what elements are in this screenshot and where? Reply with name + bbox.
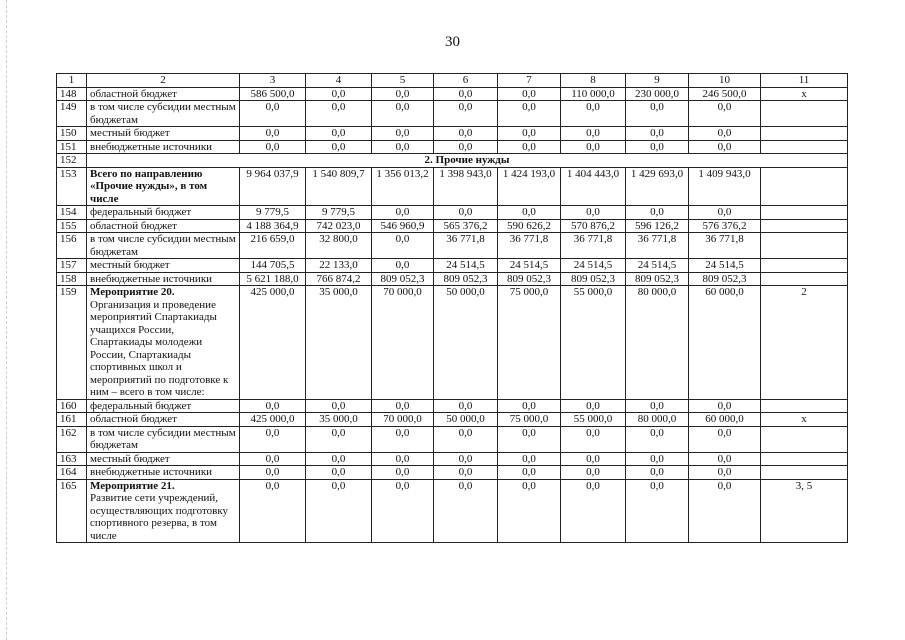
value-cell: 80 000,0 bbox=[626, 286, 689, 400]
value-cell: 0,0 bbox=[626, 140, 689, 154]
value-cell: 766 874,2 bbox=[306, 272, 372, 286]
value-cell: 425 000,0 bbox=[240, 413, 306, 427]
value-cell: 0,0 bbox=[306, 479, 372, 543]
row-label-text: в том числе субсидии местным бюджетам bbox=[90, 233, 236, 258]
row-label bbox=[87, 452, 240, 466]
table-row bbox=[57, 206, 848, 220]
value-cell: 0,0 bbox=[498, 426, 561, 452]
note-cell bbox=[761, 272, 848, 286]
row-label bbox=[87, 233, 240, 259]
value-cell: 0,0 bbox=[689, 426, 761, 452]
row-number: 156 bbox=[57, 233, 87, 259]
value-cell: 0,0 bbox=[372, 452, 434, 466]
value-cell: 55 000,0 bbox=[561, 286, 626, 400]
value-cell: 0,0 bbox=[498, 127, 561, 141]
column-header-11: 11 bbox=[761, 74, 848, 88]
value-cell: 0,0 bbox=[306, 101, 372, 127]
value-cell: 590 626,2 bbox=[498, 219, 561, 233]
value-cell: 9 964 037,9 bbox=[240, 167, 306, 206]
row-label-text: внебюджетные источники bbox=[90, 466, 213, 478]
value-cell: 4 188 364,9 bbox=[240, 219, 306, 233]
value-cell: 0,0 bbox=[372, 479, 434, 543]
value-cell: 36 771,8 bbox=[498, 233, 561, 259]
value-cell: 70 000,0 bbox=[372, 286, 434, 400]
row-number: 151 bbox=[57, 140, 87, 154]
row-number: 149 bbox=[57, 101, 87, 127]
column-header-4: 4 bbox=[306, 74, 372, 88]
row-label-text: федеральный бюджет bbox=[90, 206, 192, 218]
value-cell: 5 621 188,0 bbox=[240, 272, 306, 286]
note-cell bbox=[761, 206, 848, 220]
value-cell: 9 779,5 bbox=[306, 206, 372, 220]
value-cell: 742 023,0 bbox=[306, 219, 372, 233]
value-cell: 32 800,0 bbox=[306, 233, 372, 259]
value-cell: 0,0 bbox=[372, 127, 434, 141]
value-cell: 24 514,5 bbox=[498, 259, 561, 273]
value-cell: 144 705,5 bbox=[240, 259, 306, 273]
section-heading: 2. Прочие нужды bbox=[87, 154, 848, 168]
value-cell: 0,0 bbox=[240, 399, 306, 413]
value-cell: 1 409 943,0 bbox=[689, 167, 761, 206]
value-cell: 0,0 bbox=[434, 452, 498, 466]
value-cell: 0,0 bbox=[689, 101, 761, 127]
value-cell: 809 052,3 bbox=[498, 272, 561, 286]
row-label bbox=[87, 399, 240, 413]
value-cell: 809 052,3 bbox=[561, 272, 626, 286]
table-row bbox=[57, 399, 848, 413]
value-cell: 0,0 bbox=[306, 466, 372, 480]
value-cell: 60 000,0 bbox=[689, 413, 761, 427]
value-cell: 50 000,0 bbox=[434, 413, 498, 427]
value-cell: 0,0 bbox=[561, 426, 626, 452]
value-cell: 0,0 bbox=[306, 127, 372, 141]
value-cell: 0,0 bbox=[561, 206, 626, 220]
column-header-10: 10 bbox=[689, 74, 761, 88]
value-cell: 0,0 bbox=[689, 466, 761, 480]
value-cell: 24 514,5 bbox=[689, 259, 761, 273]
value-cell: 0,0 bbox=[498, 206, 561, 220]
row-label bbox=[87, 87, 240, 101]
row-label-text: Всего по направлению «Прочие нужды», в том числе bbox=[90, 167, 208, 205]
table-row bbox=[57, 127, 848, 141]
row-number: 165 bbox=[57, 479, 87, 543]
note-cell: 3, 5 bbox=[761, 479, 848, 543]
note-cell bbox=[761, 140, 848, 154]
column-header-8: 8 bbox=[561, 74, 626, 88]
value-cell: 80 000,0 bbox=[626, 413, 689, 427]
value-cell: 0,0 bbox=[498, 101, 561, 127]
row-label-text: областной бюджет bbox=[90, 87, 177, 100]
column-header-3: 3 bbox=[240, 74, 306, 88]
value-cell: 0,0 bbox=[434, 399, 498, 413]
value-cell: 0,0 bbox=[372, 399, 434, 413]
row-label bbox=[87, 127, 240, 141]
row-label-text: местный бюджет bbox=[90, 259, 170, 271]
value-cell: 22 133,0 bbox=[306, 259, 372, 273]
note-cell bbox=[761, 399, 848, 413]
value-cell: 1 404 443,0 bbox=[561, 167, 626, 206]
value-cell: 0,0 bbox=[434, 140, 498, 154]
value-cell: 0,0 bbox=[561, 127, 626, 141]
value-cell: 0,0 bbox=[561, 399, 626, 413]
table-row bbox=[57, 167, 848, 206]
value-cell: 0,0 bbox=[561, 140, 626, 154]
value-cell: 0,0 bbox=[434, 101, 498, 127]
value-cell: 0,0 bbox=[306, 452, 372, 466]
value-cell: 0,0 bbox=[434, 127, 498, 141]
row-label bbox=[87, 286, 240, 400]
row-number: 154 bbox=[57, 206, 87, 220]
value-cell: 0,0 bbox=[498, 452, 561, 466]
column-header-5: 5 bbox=[372, 74, 434, 88]
value-cell: 75 000,0 bbox=[498, 286, 561, 400]
value-cell: 0,0 bbox=[498, 140, 561, 154]
value-cell: 565 376,2 bbox=[434, 219, 498, 233]
row-number: 161 bbox=[57, 413, 87, 427]
value-cell: 0,0 bbox=[372, 101, 434, 127]
table-row bbox=[57, 413, 848, 427]
value-cell: 0,0 bbox=[498, 479, 561, 543]
row-number: 159 bbox=[57, 286, 87, 400]
value-cell: 246 500,0 bbox=[689, 87, 761, 101]
row-label-text: внебюджетные источники bbox=[90, 272, 213, 285]
value-cell: 110 000,0 bbox=[561, 87, 626, 101]
value-cell: 0,0 bbox=[498, 87, 561, 101]
table-row bbox=[57, 466, 848, 480]
value-cell: 50 000,0 bbox=[434, 286, 498, 400]
row-label bbox=[87, 272, 240, 286]
row-label bbox=[87, 167, 240, 206]
measure-title: Мероприятие 21. bbox=[90, 479, 175, 492]
column-header-2: 2 bbox=[87, 74, 240, 88]
value-cell: 36 771,8 bbox=[561, 233, 626, 259]
row-label-text: Организация и проведение мероприятий Спартакиады учащихся России, Спартакиады молодежи России, Спартакиады спортивных школ и мероприятий по подготовке к ним – всего в том числе: bbox=[90, 298, 229, 398]
value-cell: 0,0 bbox=[372, 233, 434, 259]
value-cell: 36 771,8 bbox=[434, 233, 498, 259]
column-number-header bbox=[57, 74, 848, 88]
value-cell: 0,0 bbox=[434, 479, 498, 543]
value-cell: 0,0 bbox=[306, 426, 372, 452]
value-cell: 0,0 bbox=[434, 87, 498, 101]
value-cell: 0,0 bbox=[498, 399, 561, 413]
value-cell: 1 356 013,2 bbox=[372, 167, 434, 206]
note-cell bbox=[761, 452, 848, 466]
measure-title: Мероприятие 20. bbox=[90, 286, 175, 298]
column-header-6: 6 bbox=[434, 74, 498, 88]
value-cell: 0,0 bbox=[240, 479, 306, 543]
row-number: 155 bbox=[57, 219, 87, 233]
row-label bbox=[87, 140, 240, 154]
value-cell: 546 960,9 bbox=[372, 219, 434, 233]
row-label bbox=[87, 259, 240, 273]
row-number: 150 bbox=[57, 127, 87, 141]
note-cell: 2 bbox=[761, 286, 848, 400]
value-cell: 60 000,0 bbox=[689, 286, 761, 400]
value-cell: 36 771,8 bbox=[689, 233, 761, 259]
row-label bbox=[87, 413, 240, 427]
table-row bbox=[57, 259, 848, 273]
value-cell: 230 000,0 bbox=[626, 87, 689, 101]
table-row bbox=[57, 87, 848, 101]
row-label bbox=[87, 206, 240, 220]
page-number: 30 bbox=[445, 34, 460, 50]
row-number: 153 bbox=[57, 167, 87, 206]
value-cell: 0,0 bbox=[689, 140, 761, 154]
row-number: 152 bbox=[57, 154, 87, 168]
scan-edge-line bbox=[6, 0, 7, 640]
column-header-7: 7 bbox=[498, 74, 561, 88]
value-cell: 24 514,5 bbox=[434, 259, 498, 273]
value-cell: 0,0 bbox=[626, 101, 689, 127]
row-label-text: федеральный бюджет bbox=[90, 399, 192, 412]
value-cell: 24 514,5 bbox=[626, 259, 689, 273]
value-cell: 0,0 bbox=[372, 466, 434, 480]
value-cell: 0,0 bbox=[434, 466, 498, 480]
value-cell: 0,0 bbox=[240, 127, 306, 141]
row-label-text: в том числе субсидии местным бюджетам bbox=[90, 426, 236, 451]
value-cell: 0,0 bbox=[626, 452, 689, 466]
value-cell: 24 514,5 bbox=[561, 259, 626, 273]
value-cell: 9 779,5 bbox=[240, 206, 306, 220]
row-label-text: местный бюджет bbox=[90, 452, 170, 465]
value-cell: 0,0 bbox=[689, 127, 761, 141]
value-cell: 0,0 bbox=[434, 426, 498, 452]
note-cell bbox=[761, 466, 848, 480]
table-row bbox=[57, 272, 848, 286]
value-cell: 0,0 bbox=[372, 140, 434, 154]
value-cell: 0,0 bbox=[240, 101, 306, 127]
note-cell bbox=[761, 167, 848, 206]
row-label bbox=[87, 426, 240, 452]
value-cell: 0,0 bbox=[306, 87, 372, 101]
value-cell: 0,0 bbox=[240, 452, 306, 466]
value-cell: 0,0 bbox=[626, 426, 689, 452]
value-cell: 0,0 bbox=[689, 479, 761, 543]
value-cell: 0,0 bbox=[306, 140, 372, 154]
value-cell: 0,0 bbox=[372, 87, 434, 101]
row-number: 158 bbox=[57, 272, 87, 286]
value-cell: 0,0 bbox=[626, 466, 689, 480]
value-cell: 0,0 bbox=[626, 127, 689, 141]
value-cell: 576 376,2 bbox=[689, 219, 761, 233]
column-header-1: 1 bbox=[57, 74, 87, 88]
row-number: 157 bbox=[57, 259, 87, 273]
row-label-text: местный бюджет bbox=[90, 127, 170, 139]
note-cell bbox=[761, 259, 848, 273]
note-cell bbox=[761, 233, 848, 259]
table-row bbox=[57, 154, 848, 168]
value-cell: 1 540 809,7 bbox=[306, 167, 372, 206]
value-cell: 0,0 bbox=[240, 140, 306, 154]
value-cell: 0,0 bbox=[240, 426, 306, 452]
table-body bbox=[57, 74, 848, 543]
value-cell: 0,0 bbox=[626, 479, 689, 543]
value-cell: 55 000,0 bbox=[561, 413, 626, 427]
table-row bbox=[57, 426, 848, 452]
row-number: 148 bbox=[57, 87, 87, 101]
row-label-text: внебюджетные источники bbox=[90, 140, 213, 153]
value-cell: 0,0 bbox=[626, 399, 689, 413]
row-label bbox=[87, 101, 240, 127]
table-row bbox=[57, 286, 848, 400]
note-cell: х bbox=[761, 87, 848, 101]
row-label-text: в том числе субсидии местным бюджетам bbox=[90, 101, 236, 126]
table-row bbox=[57, 101, 848, 127]
value-cell: 809 052,3 bbox=[434, 272, 498, 286]
value-cell: 1 398 943,0 bbox=[434, 167, 498, 206]
value-cell: 0,0 bbox=[689, 399, 761, 413]
table-row bbox=[57, 479, 848, 543]
value-cell: 0,0 bbox=[372, 426, 434, 452]
value-cell: 35 000,0 bbox=[306, 413, 372, 427]
value-cell: 0,0 bbox=[434, 206, 498, 220]
row-number: 163 bbox=[57, 452, 87, 466]
value-cell: 0,0 bbox=[240, 466, 306, 480]
row-label-text: Развитие сети учреждений, осуществляющих подготовку спортивного резерва, в том числе bbox=[90, 492, 229, 542]
row-number: 162 bbox=[57, 426, 87, 452]
value-cell: 0,0 bbox=[498, 466, 561, 480]
value-cell: 809 052,3 bbox=[626, 272, 689, 286]
row-label bbox=[87, 466, 240, 480]
value-cell: 586 500,0 bbox=[240, 87, 306, 101]
value-cell: 809 052,3 bbox=[372, 272, 434, 286]
value-cell: 0,0 bbox=[561, 101, 626, 127]
value-cell: 36 771,8 bbox=[626, 233, 689, 259]
value-cell: 0,0 bbox=[306, 399, 372, 413]
note-cell bbox=[761, 127, 848, 141]
value-cell: 425 000,0 bbox=[240, 286, 306, 400]
row-number: 164 bbox=[57, 466, 87, 480]
table-row bbox=[57, 452, 848, 466]
value-cell: 1 424 193,0 bbox=[498, 167, 561, 206]
row-label bbox=[87, 219, 240, 233]
value-cell: 809 052,3 bbox=[689, 272, 761, 286]
note-cell: х bbox=[761, 413, 848, 427]
column-header-9: 9 bbox=[626, 74, 689, 88]
row-label-text: областной бюджет bbox=[90, 413, 177, 425]
value-cell: 216 659,0 bbox=[240, 233, 306, 259]
value-cell: 70 000,0 bbox=[372, 413, 434, 427]
value-cell: 0,0 bbox=[561, 466, 626, 480]
value-cell: 0,0 bbox=[561, 452, 626, 466]
table-row bbox=[57, 219, 848, 233]
value-cell: 0,0 bbox=[689, 206, 761, 220]
value-cell: 596 126,2 bbox=[626, 219, 689, 233]
note-cell bbox=[761, 101, 848, 127]
value-cell: 0,0 bbox=[372, 259, 434, 273]
value-cell: 35 000,0 bbox=[306, 286, 372, 400]
value-cell: 0,0 bbox=[689, 452, 761, 466]
budget-table bbox=[56, 73, 848, 543]
note-cell bbox=[761, 219, 848, 233]
row-label bbox=[87, 479, 240, 543]
value-cell: 1 429 693,0 bbox=[626, 167, 689, 206]
row-label-text: областной бюджет bbox=[90, 219, 177, 232]
table-row bbox=[57, 233, 848, 259]
note-cell bbox=[761, 426, 848, 452]
table-row bbox=[57, 140, 848, 154]
value-cell: 0,0 bbox=[626, 206, 689, 220]
value-cell: 0,0 bbox=[561, 479, 626, 543]
row-number: 160 bbox=[57, 399, 87, 413]
value-cell: 570 876,2 bbox=[561, 219, 626, 233]
value-cell: 0,0 bbox=[372, 206, 434, 220]
value-cell: 75 000,0 bbox=[498, 413, 561, 427]
